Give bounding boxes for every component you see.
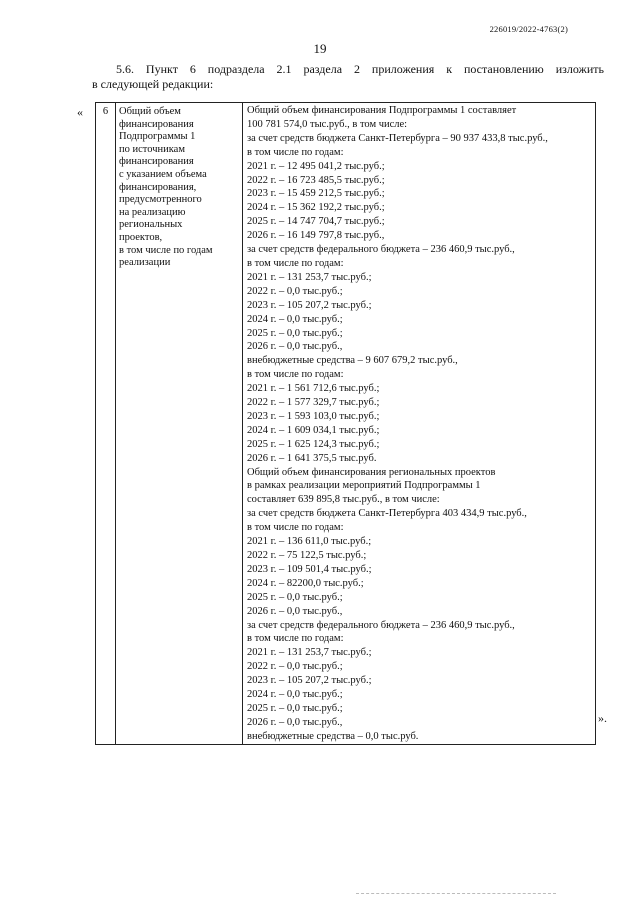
text-line: в том числе по годам: (247, 522, 344, 534)
text-line: 2022 г. – 75 122,5 тыс.руб.; (247, 550, 367, 561)
text-line: 2024 г. – 0,0 тыс.руб.; (247, 313, 343, 325)
text-line: 2024 г. – 0,0 тыс.руб.; (247, 689, 343, 701)
text-line: составляет 639 895,8 тыс.руб., в том числе: (247, 494, 440, 506)
text-line: 2025 г. – 0,0 тыс.руб.; (247, 702, 343, 714)
intro-line-2: в следующей редакции: (92, 77, 214, 91)
row-body-cell (243, 103, 596, 745)
text-line: 2021 г. – 12 495 041,2 тыс.руб.; (247, 160, 385, 172)
text-line: проектов, (119, 231, 163, 243)
text-line: 2021 г. – 136 611,0 тыс.руб.; (247, 536, 372, 548)
text-line: 2022 г. – 16 723 485,5 тыс.руб.; (247, 174, 385, 186)
text-line: за счет средств федерального бюджета – 236 460,9 тыс.руб., (247, 244, 515, 256)
document-number: 226019/2022-4763(2) (489, 24, 568, 34)
text-line: финансирования (119, 156, 194, 168)
text-line: с указанием объема (119, 168, 207, 180)
text-line: в том числе по годам: (247, 369, 344, 381)
footer-stamp-line (356, 893, 556, 896)
text-line: по источникам (119, 143, 185, 155)
text-line: Общий объем финансирования Подпрограммы 1 составляет (247, 105, 517, 116)
text-line: 2026 г. – 0,0 тыс.руб., (247, 716, 343, 728)
text-line: региональных (119, 219, 183, 231)
text-line: Подпрограммы 1 (119, 131, 196, 143)
text-line: предусмотренного (119, 194, 202, 206)
page-number: 19 (313, 41, 327, 56)
row-name-cell (116, 103, 243, 745)
financing-table (95, 102, 596, 745)
text-line: 2022 г. – 0,0 тыс.руб.; (247, 661, 343, 673)
text-line: 2021 г. – 131 253,7 тыс.руб.; (247, 647, 372, 659)
text-line: 2023 г. – 109 501,4 тыс.руб.; (247, 563, 372, 575)
closing-quote: ». (598, 711, 607, 725)
text-line: 2025 г. – 0,0 тыс.руб.; (247, 327, 343, 339)
text-line: Общий объем финансирования региональных проектов (247, 466, 496, 478)
text-line: 2025 г. – 1 625 124,3 тыс.руб.; (247, 438, 380, 450)
text-line: за счет средств федерального бюджета – 236 460,9 тыс.руб., (247, 619, 515, 631)
text-line: 2026 г. – 0,0 тыс.руб., (247, 605, 343, 617)
text-line: в том числе по годам: (247, 633, 344, 645)
text-line: 2026 г. – 16 149 797,8 тыс.руб., (247, 230, 385, 242)
text-line: в том числе по годам: (247, 146, 344, 158)
text-line: 2023 г. – 1 593 103,0 тыс.руб.; (247, 410, 380, 422)
text-line: 2023 г. – 15 459 212,5 тыс.руб.; (247, 188, 385, 200)
text-line: 2023 г. – 105 207,2 тыс.руб.; (247, 299, 372, 311)
text-line: 2026 г. – 0,0 тыс.руб., (247, 341, 343, 353)
table-row (96, 103, 596, 745)
text-line: 100 781 574,0 тыс.руб., в том числе: (247, 118, 408, 130)
text-line: финансирования, (119, 181, 197, 193)
text-line: 2026 г. – 1 641 375,5 тыс.руб. (247, 452, 377, 464)
text-line: 2022 г. – 1 577 329,7 тыс.руб.; (247, 397, 380, 409)
text-line: 2024 г. – 82200,0 тыс.руб.; (247, 577, 364, 589)
amendment-intro (92, 62, 604, 92)
text-line: внебюджетные средства – 0,0 тыс.руб. (247, 730, 419, 742)
text-line: в том числе по годам: (247, 257, 344, 269)
row-number: 6 (96, 103, 116, 745)
text-line: Общий объем (119, 106, 181, 117)
text-line: 2025 г. – 14 747 704,7 тыс.руб.; (247, 216, 385, 228)
text-line: 2021 г. – 131 253,7 тыс.руб.; (247, 271, 372, 283)
text-line: в рамках реализации мероприятий Подпрограммы 1 (247, 480, 481, 492)
text-line: 2025 г. – 0,0 тыс.руб.; (247, 591, 343, 603)
text-line: на реализацию (119, 206, 186, 218)
text-line: 2024 г. – 1 609 034,1 тыс.руб.; (247, 424, 380, 436)
text-line: за счет средств бюджета Санкт-Петербурга – 90 937 433,8 тыс.руб., (247, 132, 548, 144)
intro-line-1: 5.6. Пункт 6 подраздела 2.1 раздела 2 приложения к постановлению изложить (116, 62, 604, 76)
text-line: внебюджетные средства – 9 607 679,2 тыс.руб., (247, 355, 458, 367)
text-line: в том числе по годам (119, 244, 213, 256)
text-line: 2022 г. – 0,0 тыс.руб.; (247, 285, 343, 297)
row-body-text (243, 103, 595, 744)
text-line: реализации (119, 257, 171, 269)
text-line: 2021 г. – 1 561 712,6 тыс.руб.; (247, 383, 380, 395)
text-line: 2023 г. – 105 207,2 тыс.руб.; (247, 675, 372, 687)
text-line: за счет средств бюджета Санкт-Петербурга 403 434,9 тыс.руб., (247, 508, 527, 520)
row-name-text (116, 103, 242, 270)
opening-quote: « (77, 105, 83, 119)
text-line: 2024 г. – 15 362 192,2 тыс.руб.; (247, 202, 385, 214)
text-line: финансирования (119, 118, 194, 130)
